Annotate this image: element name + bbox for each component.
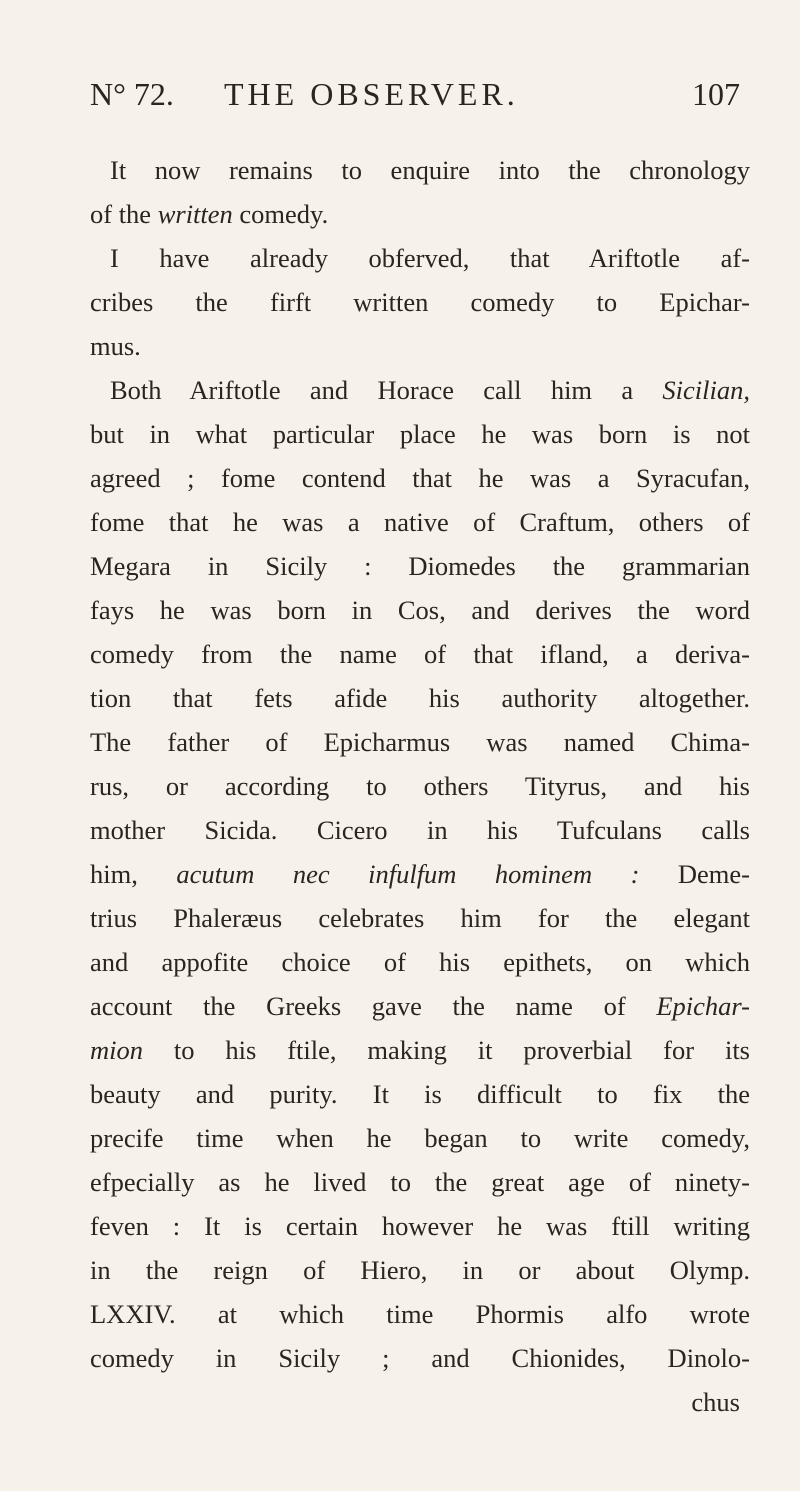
text-line xyxy=(90,720,750,764)
text-span: rus, or according to others Tityrus, and his xyxy=(90,771,750,801)
text-line xyxy=(90,412,750,456)
text-span: mus. xyxy=(90,331,141,361)
text-span: fome that he was a native of Craftum, others of xyxy=(90,507,750,537)
italic-text: acutum nec infulfum hominem : xyxy=(176,859,640,889)
text-line xyxy=(90,236,750,280)
text-span: LXXIV. at which time Phormis alfo wrote xyxy=(90,1299,750,1329)
text-span: trius Phaleræus celebrates him for the elegant xyxy=(90,903,750,933)
text-span: It now remains to enquire into the chronology xyxy=(110,155,750,185)
page-number: 107 xyxy=(692,76,740,112)
text-line xyxy=(90,148,750,192)
text-line xyxy=(90,1248,750,1292)
italic-text: written xyxy=(157,199,233,229)
italic-text: Sicilian, xyxy=(662,375,750,405)
text-line xyxy=(90,500,750,544)
text-span: to his ftile, making it proverbial for its xyxy=(143,1035,750,1065)
text-line xyxy=(90,632,750,676)
text-line xyxy=(90,1292,750,1336)
text-span: tion that fets afide his authority altogether. xyxy=(90,683,750,713)
text-span: agreed ; fome contend that he was a Syracufan, xyxy=(90,463,750,493)
text-span: of the xyxy=(90,199,158,229)
italic-text: mion xyxy=(90,1035,143,1065)
text-line xyxy=(90,940,750,984)
text-line xyxy=(90,984,750,1028)
text-span: comedy. xyxy=(232,199,329,229)
text-line xyxy=(90,368,750,412)
text-span: Deme- xyxy=(639,859,750,889)
text-span: Both Ariftotle and Horace call him a xyxy=(110,375,663,405)
text-line xyxy=(90,456,750,500)
text-span: but in what particular place he was born is not xyxy=(90,419,750,449)
text-line xyxy=(90,324,750,368)
text-line xyxy=(90,1160,750,1204)
text-span: comedy from the name of that ifland, a deriva- xyxy=(90,639,750,669)
text-line xyxy=(90,544,750,588)
italic-text: Epichar- xyxy=(656,991,750,1021)
text-line xyxy=(90,192,750,236)
text-span: beauty and purity. It is difficult to fix the xyxy=(90,1079,750,1109)
running-title: THE OBSERVER. xyxy=(224,76,519,112)
text-line xyxy=(90,1028,750,1072)
text-span: comedy in Sicily ; and Chionides, Dinolo- xyxy=(90,1343,750,1373)
text-span: and appofite choice of his epithets, on which xyxy=(90,947,750,977)
text-span: Megara in Sicily : Diomedes the grammarian xyxy=(90,551,750,581)
text-line xyxy=(90,1072,750,1116)
text-line xyxy=(90,1336,750,1380)
text-line xyxy=(90,676,750,720)
text-span: I have already obferved, that Ariftotle af- xyxy=(110,243,750,273)
text-line xyxy=(90,280,750,324)
text-line xyxy=(90,1116,750,1160)
text-span: precife time when he began to write comedy, xyxy=(90,1123,750,1153)
running-header xyxy=(90,76,740,126)
text-span: mother Sicida. Cicero in his Tufculans calls xyxy=(90,815,750,845)
text-span: efpecially as he lived to the great age of ninety- xyxy=(90,1167,750,1197)
text-line xyxy=(90,764,750,808)
observer-number: N° 72. xyxy=(90,76,174,112)
text-span: feven : It is certain however he was ftill writing xyxy=(90,1211,750,1241)
text-span: cribes the firft written comedy to Epichar- xyxy=(90,287,750,317)
body-text xyxy=(90,148,750,1424)
catchword: chus xyxy=(691,1387,740,1417)
text-line xyxy=(90,852,750,896)
text-span: fays he was born in Cos, and derives the word xyxy=(90,595,750,625)
text-line xyxy=(90,1204,750,1248)
text-span: The father of Epicharmus was named Chima- xyxy=(90,727,750,757)
text-line xyxy=(90,808,750,852)
text-span: him, xyxy=(90,859,177,889)
text-span: account the Greeks gave the name of xyxy=(90,991,657,1021)
text-line xyxy=(90,588,750,632)
text-line xyxy=(90,896,750,940)
text-span: in the reign of Hiero, in or about Olymp. xyxy=(90,1255,750,1285)
